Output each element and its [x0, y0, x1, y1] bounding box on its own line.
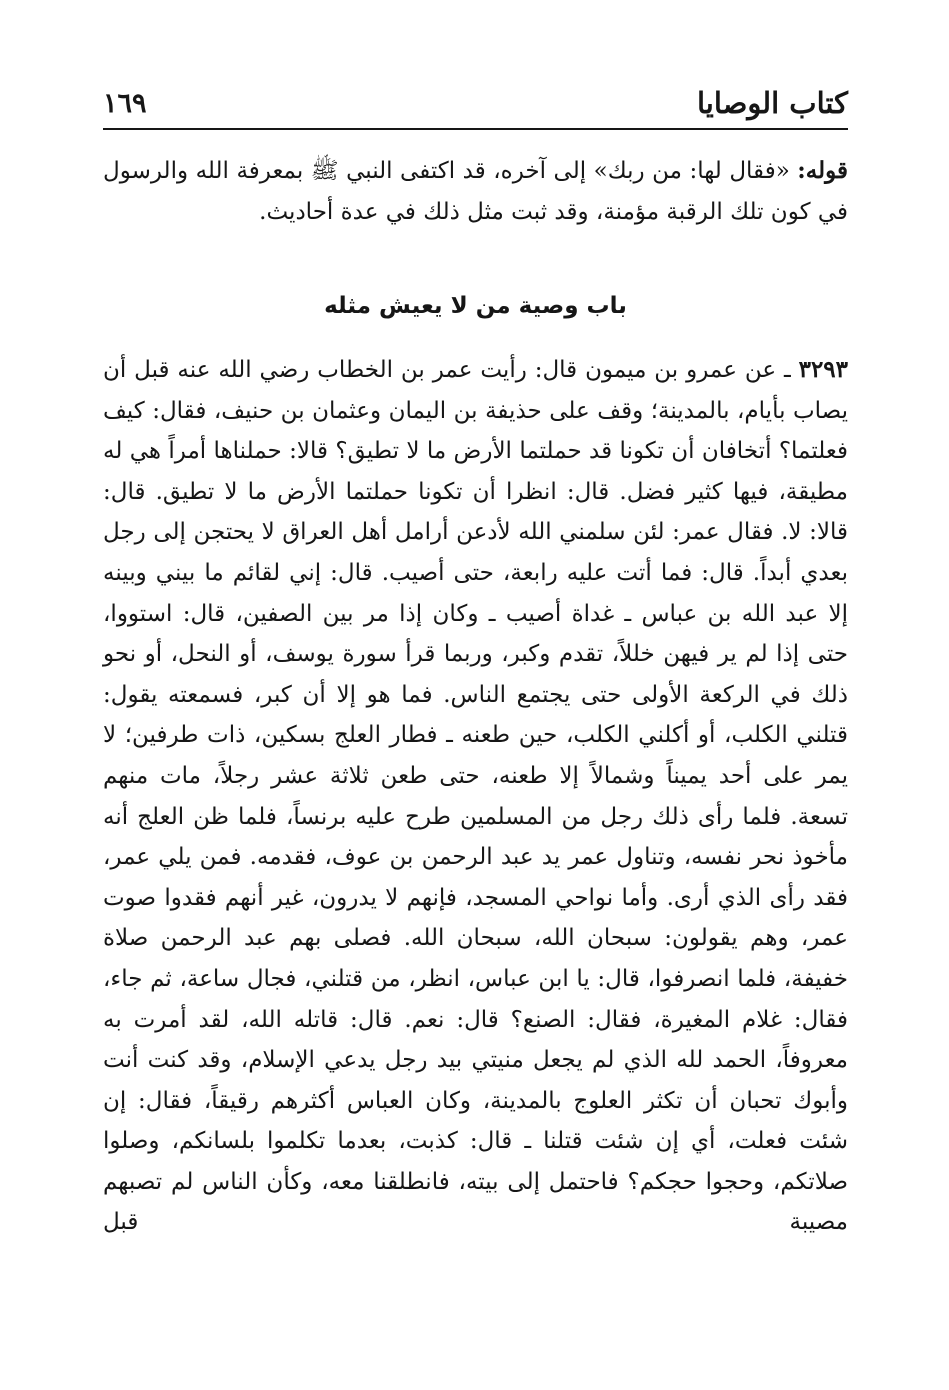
- note-text: «فقال لها: من ربك» إلى آخره، قد اكتفى النبي ﷺ بمعرفة الله والرسول في كون تلك الرقبة مؤمنة، وقد ثبت مثل ذلك في عدة أحاديث.: [103, 158, 848, 225]
- chapter-heading: باب وصية من لا يعيش مثله: [324, 293, 627, 319]
- header-rule: [103, 128, 848, 130]
- hadith-number: ٣٢٩٣: [798, 356, 849, 383]
- page-header: [103, 80, 848, 126]
- page-number: ١٦٩: [103, 87, 147, 119]
- running-title: كتاب الوصايا: [696, 86, 848, 120]
- note-lead: قوله:: [797, 157, 849, 184]
- hadith-text: ـ عن عمرو بن ميمون قال: رأيت عمر بن الخطاب رضي الله عنه قبل أن يصاب بأيام، بالمدينة؛ وقف على حذيفة بن اليمان وعثمان بن حنيف، فقال: كيف فعلتما؟ أتخافان أن تكونا قد حملتما الأرض ما لا تطيق؟ قالا: حملناها أمراً هي له مطيقة، فيها كثير فضل. قال: انظرا أن تكونا حملتما الأرض ما لا تطيق. قال: قالا: لا. فقال عمر: لئن سلمني الله لأدعن أرامل أهل العراق لا يحتجن إلى رجل بعدي أبداً. قال: فما أتت عليه رابعة، حتى أصيب. قال: إني لقائم ما بيني وبينه إلا عبد الله بن عباس ـ غداة أصيب ـ وكان إذا مر بين الصفين، قال: استووا، حتى إذا لم ير فيهن خللاً، تقدم وكبر، وربما قرأ سورة يوسف، أو النحل، أو نحو ذلك في الركعة الأولى حتى يجتمع الناس. فما هو إلا أن كبر، فسمعته يقول: قتلني الكلب، أو أكلني الكلب، حين طعنه ـ فطار العلج بسكين، ذات طرفين؛ لا يمر على أحد يميناً وشمالاً إلا طعنه، حتى طعن ثلاثة عشر رجلاً، مات منهم تسعة. فلما رأى ذلك رجل من المسلمين طرح عليه برنساً، فلما ظن العلج أنه مأخوذ نحر نفسه، وتناول عمر يد عبد الرحمن بن عوف، فقدمه. فمن يلي عمر، فقد رأى الذي أرى. وأما نواحي المسجد، فإنهم لا يدرون، غير أنهم فقدوا صوت عمر، وهم يقولون: سبحان الله، سبحان الله. فصلى بهم عبد الرحمن صلاة خفيفة، فلما انصرفوا، قال: يا ابن عباس، انظر، من قتلني، فجال ساعة، ثم جاء، فقال: غلام المغيرة، فقال: الصنع؟ قال: نعم. قال: قاتله الله، لقد أمرت به معروفاً، الحمد لله الذي لم يجعل منيتي بيد رجل يدعي الإسلام، وقد كنت أنت وأبوك تحبان أن تكثر العلوج بالمدينة، وكان العباس أكثرهم رقيقاً، فقال: إن شئت فعلت، أي إن شئت قتلنا ـ قال: كذبت، بعدما تكلموا بلسانكم، وصلوا صلاتكم، وحجوا حجكم؟ فاحتمل إلى بيته، فانطلقنا معه، وكأن الناس لم تصبهم مصيبة قبل: [103, 357, 848, 1236]
- commentary-note: [103, 150, 848, 233]
- hadith-paragraph: [103, 350, 848, 1243]
